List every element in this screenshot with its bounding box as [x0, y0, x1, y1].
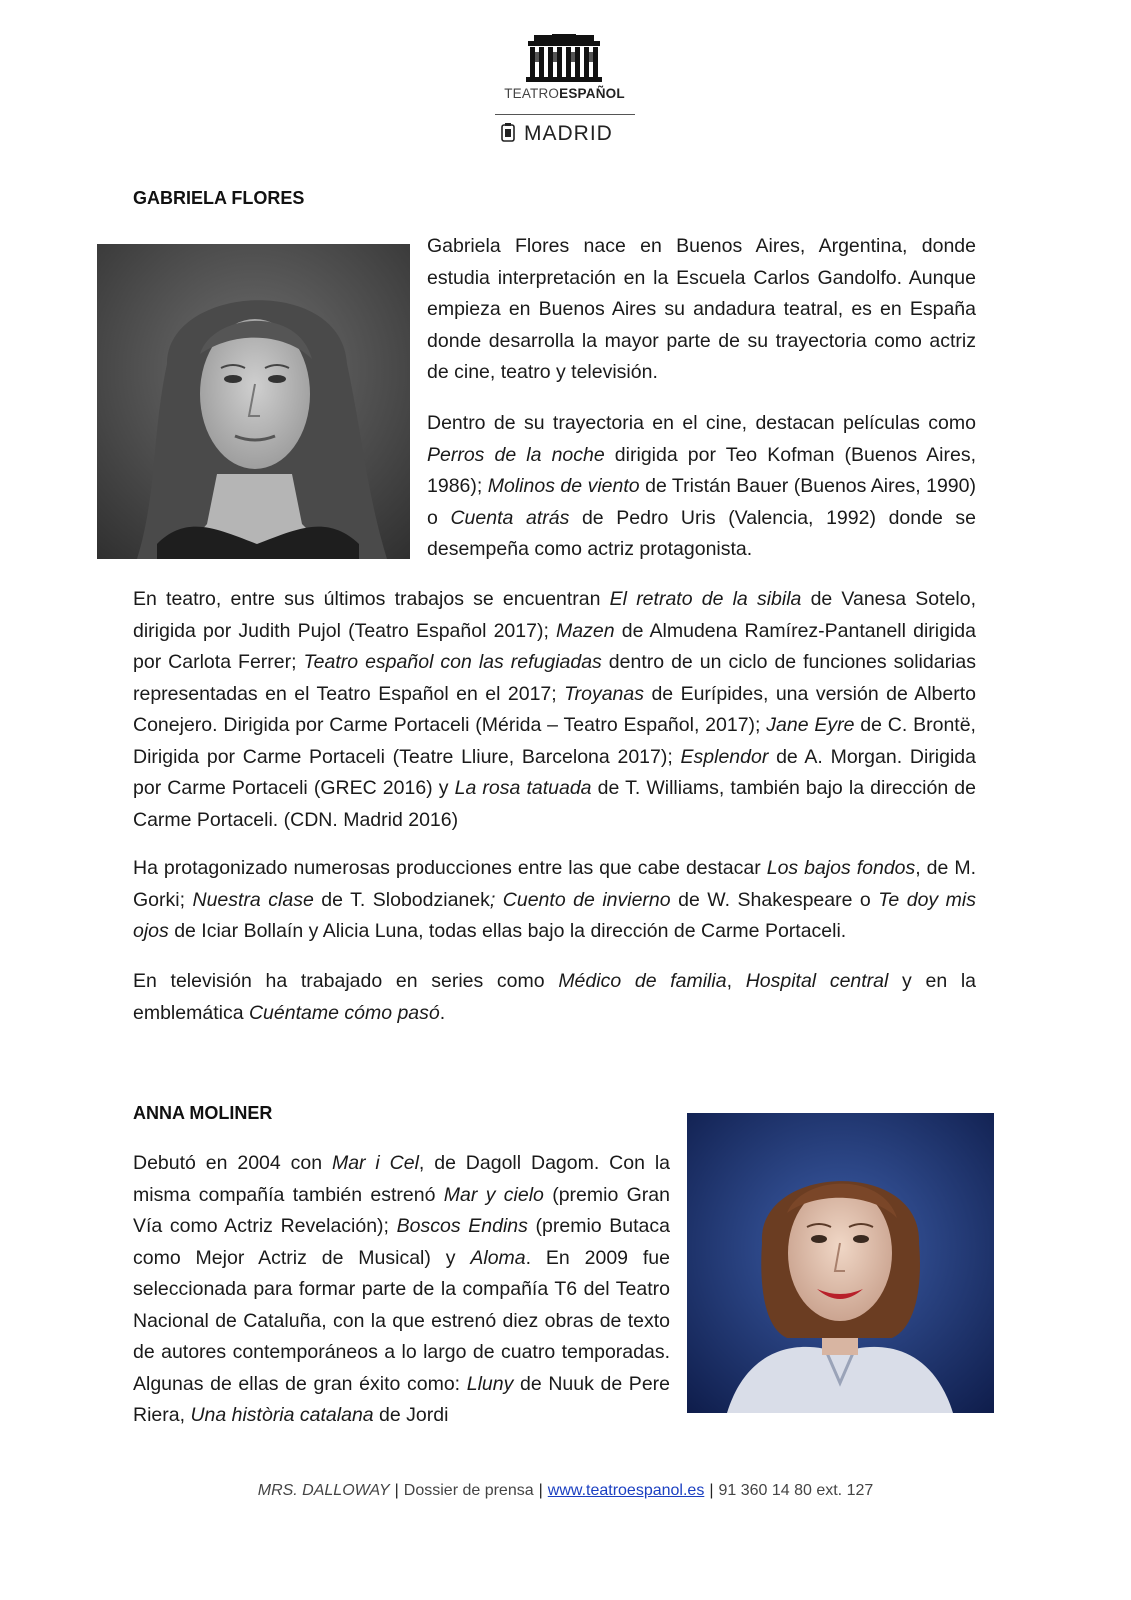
footer-label: Dossier de prensa: [403, 1482, 534, 1499]
bio-gabriela-p4: [133, 853, 976, 948]
text-run: dentro de un ciclo de funciones solidarias representadas en el Teatro Español en el 2017;: [133, 651, 976, 705]
text-run: de T. Slobodzianek: [313, 888, 490, 911]
photo-gabriela-flores: [97, 244, 410, 559]
text-run: de Almudena Ramírez-Pantanell dirigida por Carlota Ferrer;: [133, 619, 977, 673]
bio-anna-p1: [133, 1148, 670, 1432]
italic-title: Esplendor: [680, 745, 769, 768]
bio-gabriela-p2: [427, 408, 976, 566]
text-run: de Tristán Bauer (Buenos Aires, 1990) o: [427, 475, 976, 529]
italic-title: Aloma: [470, 1246, 526, 1269]
italic-title: Teatro español con las refugiadas: [303, 651, 602, 673]
italic-title: Te doy mis ojos: [133, 888, 976, 942]
italic-title: Mazen: [556, 619, 615, 642]
text-run: de Pedro Uris (Valencia, 1992) donde se desempeña como actriz protagonista.: [427, 506, 977, 560]
portrait-color-icon: [687, 1113, 994, 1413]
italic-title: Mar y cielo: [443, 1183, 544, 1206]
page-footer: [0, 1482, 1131, 1500]
footer-title: MRS. DALLOWAY: [257, 1482, 390, 1499]
italic-title: Cuenta atrás: [450, 506, 570, 529]
footer-website-link[interactable]: www.teatroespanol.es: [547, 1482, 705, 1499]
footer-separator: |: [394, 1482, 399, 1499]
italic-title: La rosa tatuada: [454, 777, 592, 799]
italic-title: Molinos de viento: [487, 475, 640, 497]
photo-anna-moliner: [687, 1113, 994, 1413]
text-run: de Nuuk de Pere Riera,: [133, 1372, 670, 1426]
footer-separator: |: [538, 1482, 543, 1499]
theatre-building-icon: [492, 34, 637, 84]
text-run: En televisión ha trabajado en series como: [133, 970, 559, 992]
italic-title: ;: [489, 888, 496, 911]
footer-phone: 91 360 14 80 ext. 127: [718, 1482, 874, 1499]
italic-title: Lluny: [466, 1372, 514, 1395]
text-run: En teatro, entre sus últimos trabajos se encuentran: [133, 588, 610, 610]
text-run: de C. Brontë, Dirigida por Carme Portaceli (Teatre Lliure, Barcelona 2017);: [133, 714, 976, 768]
text-run: (premio Gran Vía como Actriz Revelación);: [133, 1183, 670, 1237]
italic-title: Nuestra clase: [192, 888, 314, 911]
text-run: de Eurípides, una versión de Alberto Conejero. Dirigida por Carme Portaceli (Mérida – Teatro Español, 2017);: [133, 682, 976, 736]
italic-title: Boscos Endins: [396, 1215, 528, 1237]
text-run: (premio Butaca como Mejor Actriz de Musical) y: [133, 1215, 670, 1269]
text-run: , de Dagoll Dagom. Con la misma compañía también estrenó: [133, 1152, 670, 1206]
text-run: de Jordi: [373, 1404, 449, 1426]
logo-wordmark: [492, 86, 637, 101]
text-run: de T. Williams, también bajo la dirección de Carme Portaceli. (CDN. Madrid 2016): [133, 777, 976, 831]
portrait-grayscale-icon: [97, 244, 410, 559]
italic-title: Cuento de invierno: [502, 888, 671, 911]
italic-title: Troyanas: [564, 682, 644, 705]
italic-title: Cuéntame cómo pasó: [248, 1001, 440, 1024]
section-heading-anna-moliner: ANNA MOLINER: [133, 1103, 273, 1123]
bio-gabriela-p5: [133, 966, 976, 1029]
text-run: de Vanesa Sotelo, dirigida por Judith Pujol (Teatro Español 2017);: [133, 588, 977, 642]
italic-title: Una història catalana: [190, 1404, 374, 1426]
text-run: y en la emblemática: [133, 970, 977, 1024]
text-run: Debutó en 2004 con: [133, 1152, 332, 1174]
text-run: de Iciar Bollaín y Alicia Luna, todas ellas bajo la dirección de Carme Portaceli.: [168, 920, 847, 942]
footer-separator: |: [709, 1482, 714, 1499]
italic-title: El retrato de la sibila: [609, 588, 802, 610]
section-heading-gabriela-flores: GABRIELA FLORES: [133, 188, 305, 208]
text-run: dirigida por Teo Kofman (Buenos Aires, 1986);: [427, 443, 977, 497]
italic-title: Los bajos fondos: [766, 857, 916, 879]
text-run: [495, 889, 503, 911]
text-run: . En 2009 fue seleccionada para formar parte de la compañía T6 del Teatro Nacional de Cataluña, con la que estrenó diez obras de texto de autores contemporáneos a lo largo de cuatro temporadas. Algunas de ellas de gran éxito como:: [133, 1246, 670, 1395]
bio-gabriela-p1: Gabriela Flores nace en Buenos Aires, Argentina, donde estudia interpretación en la Escuela Carlos Gandolfo. Aunque empieza en Buenos Aires su andadura teatral, es en España donde desarrolla la mayor parte de su trayectoria como actriz de cine, teatro y televisión.: [427, 235, 976, 383]
logo-city: MADRID: [524, 122, 613, 145]
logo-word-bold: ESPAÑOL: [559, 86, 625, 101]
text-run: de W. Shakespeare o: [670, 888, 879, 911]
text-run: , de M. Gorki;: [133, 857, 976, 911]
bio-gabriela-p3: [133, 584, 976, 836]
madrid-crest-icon: [501, 123, 515, 143]
italic-title: Médico de familia: [558, 970, 727, 992]
italic-title: Perros de la noche: [427, 443, 605, 466]
logo-divider: [495, 114, 635, 115]
text-run: de A. Morgan. Dirigida por Carme Portaceli (GREC 2016) y: [133, 745, 976, 799]
logo-word-thin: TEATRO: [504, 86, 560, 101]
text-run: Ha protagonizado numerosas producciones entre las que cabe destacar: [133, 857, 767, 879]
italic-title: Mar i Cel: [331, 1152, 419, 1174]
text-run: ,: [726, 970, 746, 992]
italic-title: Hospital central: [745, 970, 889, 992]
italic-title: Jane Eyre: [766, 714, 855, 736]
text-run: .: [439, 1001, 446, 1024]
teatro-espanol-logo: [492, 34, 637, 154]
text-run: Dentro de su trayectoria en el cine, destacan películas como: [427, 412, 976, 434]
